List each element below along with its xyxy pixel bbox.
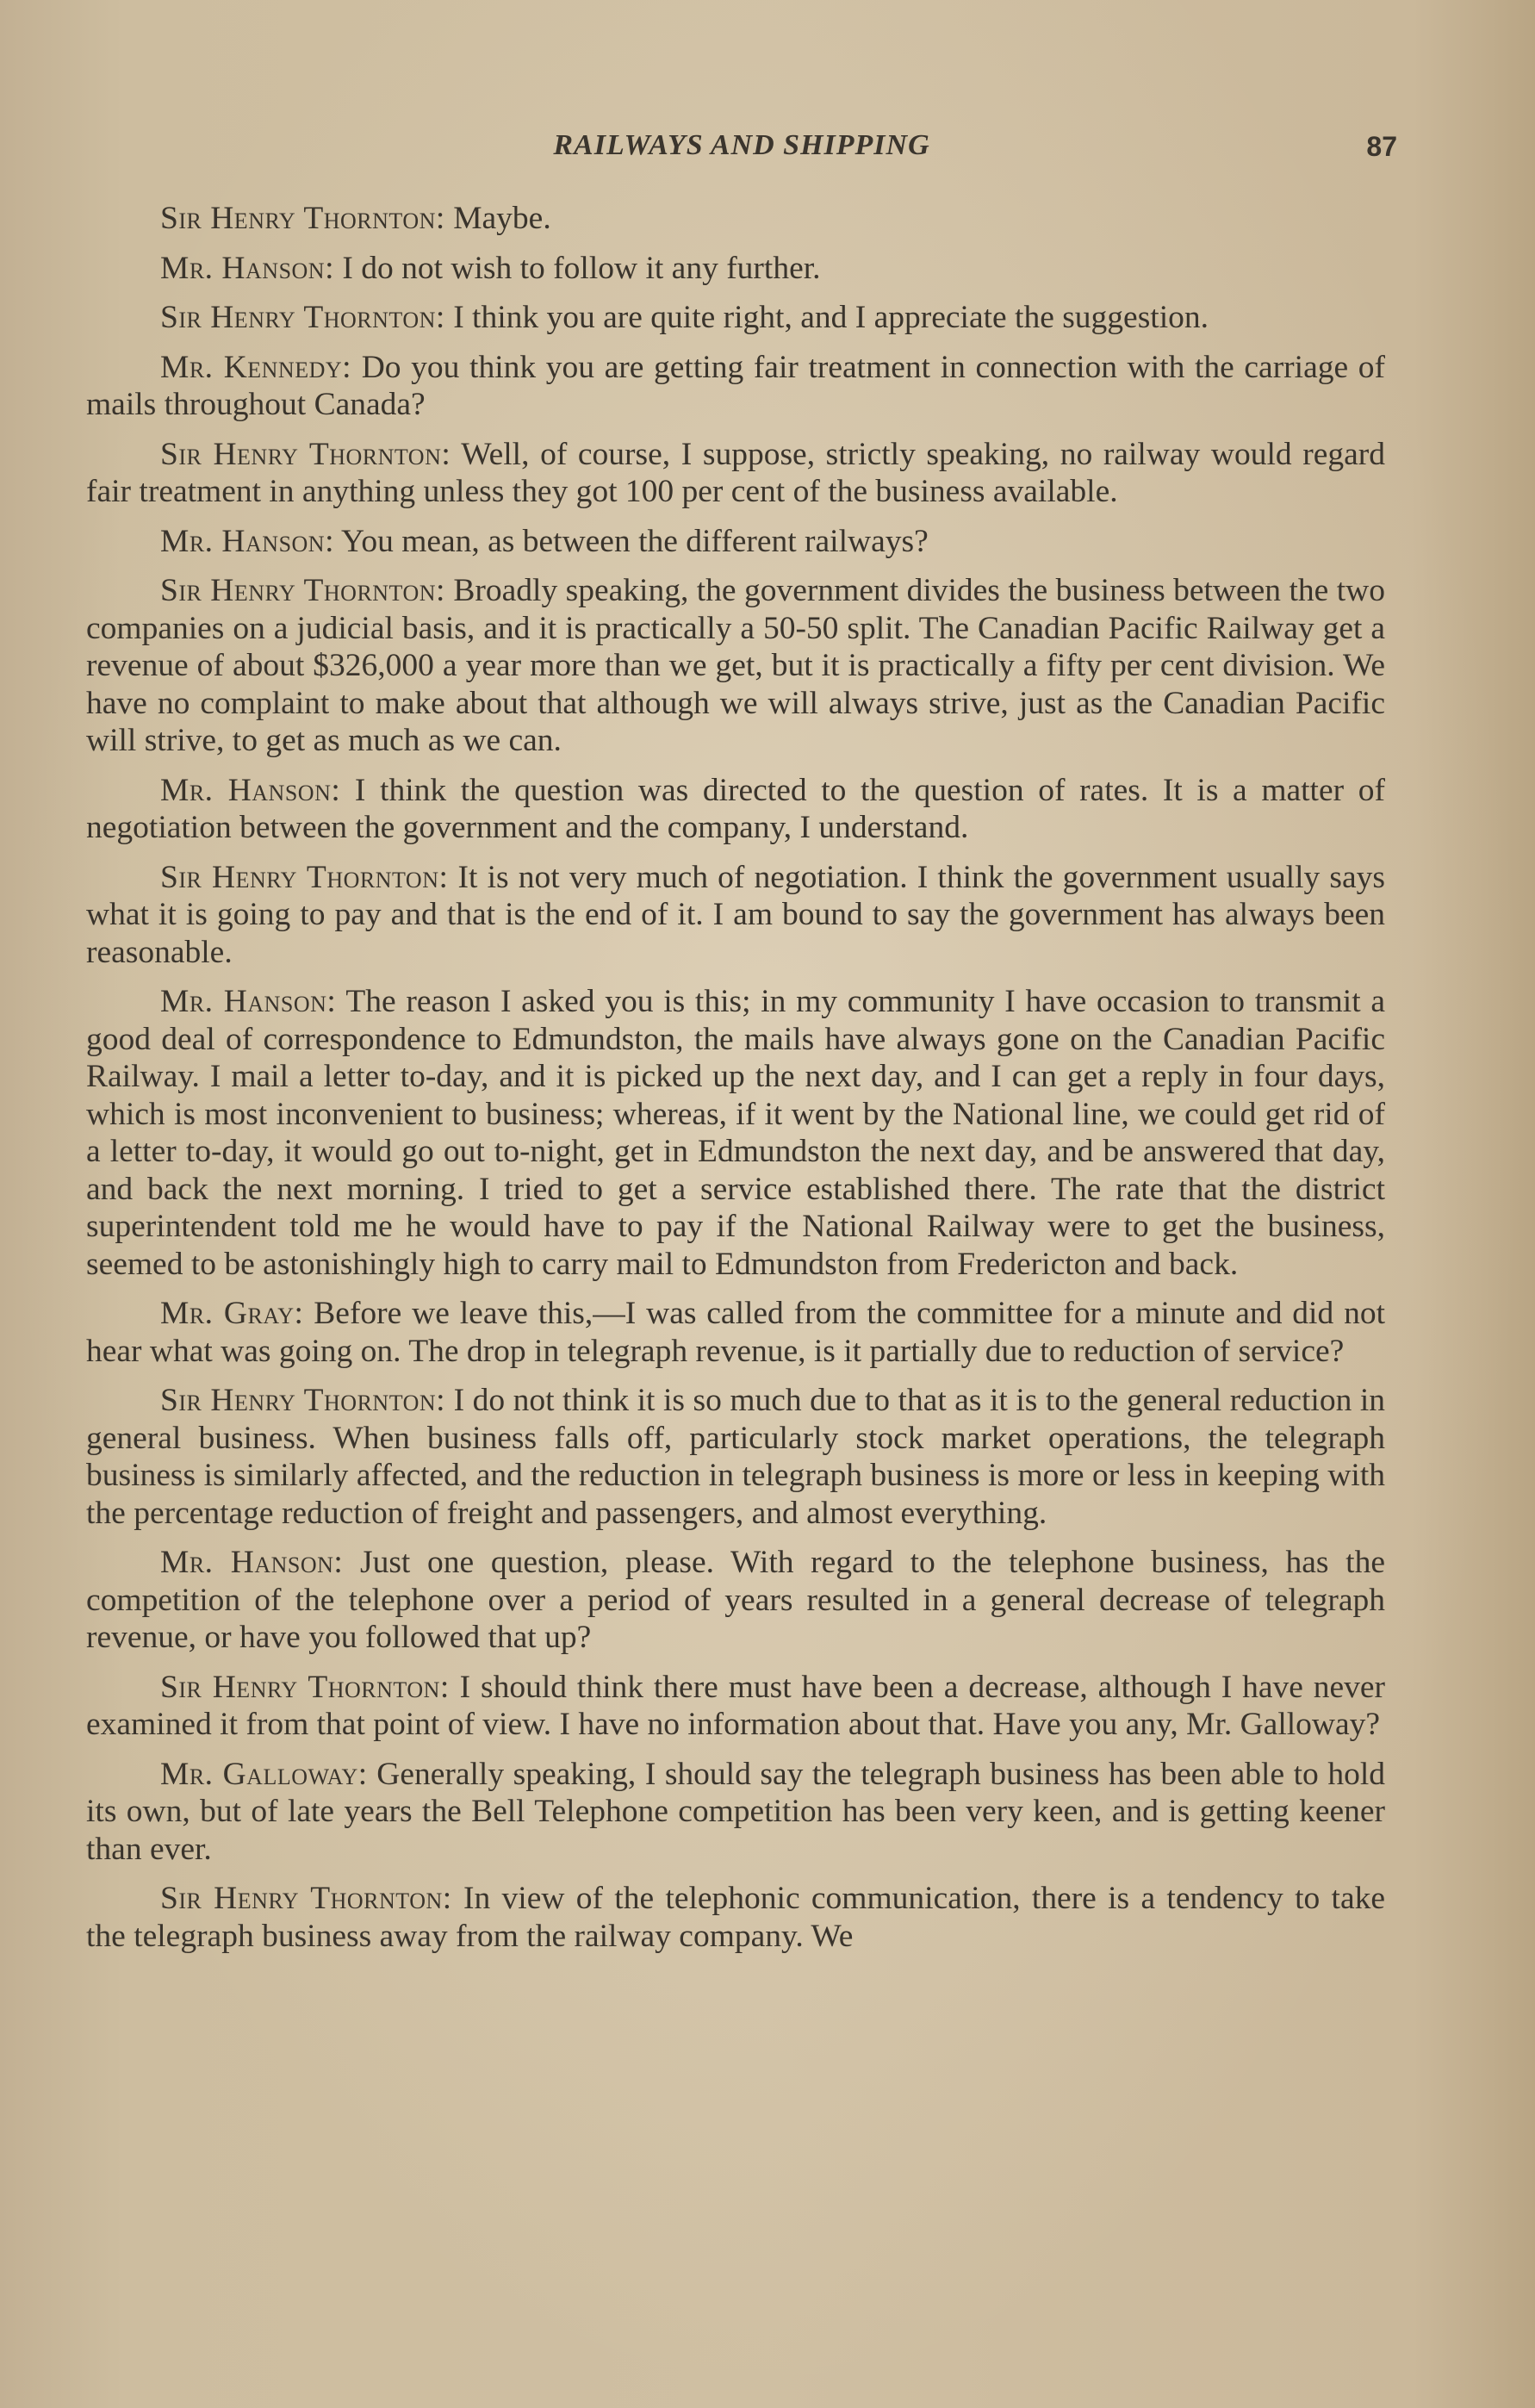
running-title: RAILWAYS AND SHIPPING bbox=[553, 129, 930, 161]
speaker-name: Sir Henry Thornton: bbox=[160, 1383, 446, 1418]
paragraph-5 bbox=[86, 436, 1385, 511]
paragraph-text: In view of the telephonic communication, there is a tendency to take the telegraph business away from the railway company. We bbox=[86, 1881, 1385, 1954]
paragraph-text: Well, of course, I suppose, strictly speaking, no railway would regard fair treatment in anything unless they got 100 per cent of the business available. bbox=[86, 436, 1385, 509]
page-number: 87 bbox=[1366, 131, 1397, 162]
speaker-name: Mr. Hanson: bbox=[160, 772, 341, 808]
speaker-name: Sir Henry Thornton: bbox=[160, 573, 445, 608]
paragraph-6 bbox=[86, 523, 1385, 561]
page-header bbox=[86, 129, 1397, 177]
paragraph-text: It is not very much of negotiation. I think the government usually says what it is going to pay and that is the end of it. I am bound to say the government has always been reasonable. bbox=[86, 859, 1385, 970]
paragraph-text: Before we leave this,—I was called from the committee for a minute and did not hear what was going on. The drop in telegraph revenue, is it partially due to reduction of service? bbox=[86, 1296, 1385, 1369]
paragraph-9 bbox=[86, 859, 1385, 972]
paragraph-text: I do not wish to follow it any further. bbox=[334, 250, 821, 286]
speaker-name: Mr. Hanson: bbox=[160, 1545, 344, 1580]
speaker-name: Mr. Hanson: bbox=[160, 984, 337, 1019]
speaker-name: Mr. Gray: bbox=[160, 1296, 304, 1331]
paragraph-text: The reason I asked you is this; in my community I have occasion to transmit a good deal of correspondence to Edmundston, the mails have always gone on the Canadian Pacific Railway. I mail a letter to-day, and it is picked up the next day, and I can get a reply in four days, which is most inconvenient to business; whereas, if it went by the National line, we could get rid of a letter to-day, it would go out to-night, get in Edmundston the next day, and be answered that day, and back the next morning. I tried to get a service established there. The rate that the district superintendent told me he would have to pay if the National Railway were to get the business, seemed to be astonishingly high to carry mail to Edmundston from Fredericton and back. bbox=[86, 984, 1385, 1282]
paragraph-13 bbox=[86, 1544, 1385, 1657]
paragraph-10 bbox=[86, 983, 1385, 1283]
speaker-name: Sir Henry Thornton: bbox=[160, 436, 451, 472]
paragraph-16 bbox=[86, 1880, 1385, 1955]
paragraph-text: I do not think it is so much due to that as it is to the general reduction in general business. When business falls off, particularly stock market operations, the telegraph business is similarly affected, and the reduction in telegraph business is more or less in keeping with the percentage reduction of freight and passengers, and almost everything. bbox=[86, 1383, 1385, 1531]
paragraph-text: Just one question, please. With regard to the telephone business, has the competition of the telephone over a period of years resulted in a general decrease of telegraph revenue, or have you followed that up? bbox=[86, 1545, 1385, 1655]
paragraph-text: I think the question was directed to the question of rates. It is a matter of negotiation between the government and the company, I understand. bbox=[86, 772, 1385, 845]
paragraph-15 bbox=[86, 1756, 1385, 1869]
paragraph-text: Generally speaking, I should say the telegraph business has been able to hold its own, but of late years the Bell Telephone competition has been very keen, and is getting keener than ever. bbox=[86, 1756, 1385, 1867]
paragraph-text: I think you are quite right, and I appreciate the suggestion. bbox=[444, 300, 1209, 335]
speaker-name: Sir Henry Thornton: bbox=[160, 1881, 452, 1916]
speaker-name: Sir Henry Thornton: bbox=[160, 859, 449, 895]
body-text bbox=[86, 200, 1385, 1967]
speaker-name: Mr. Kennedy: bbox=[160, 349, 352, 385]
paragraph-14 bbox=[86, 1669, 1385, 1744]
speaker-name: Mr. Hanson: bbox=[160, 523, 335, 559]
speaker-name: Sir Henry Thornton: bbox=[160, 300, 445, 335]
paragraph-3 bbox=[86, 299, 1385, 337]
paragraph-1 bbox=[86, 200, 1385, 238]
speaker-name: Sir Henry Thornton: bbox=[160, 1669, 450, 1705]
paragraph-text: You mean, as between the different railways? bbox=[334, 523, 929, 559]
paragraph-2 bbox=[86, 250, 1385, 288]
paragraph-text: Maybe. bbox=[444, 201, 551, 236]
speaker-name: Mr. Hanson: bbox=[160, 250, 335, 286]
paragraph-11 bbox=[86, 1295, 1385, 1370]
paragraph-7 bbox=[86, 572, 1385, 760]
paragraph-text: Broadly speaking, the government divides the business between the two companies on a judicial basis, and it is practically a 50-50 split. The Canadian Pacific Railway get a revenue of about $326,000 a year more than we get, but it is practically a fifty per cent division. We have no complaint to make about that although we will always strive, just as the Canadian Pacific will strive, to get as much as we can. bbox=[86, 573, 1385, 758]
paragraph-8 bbox=[86, 772, 1385, 847]
paragraph-12 bbox=[86, 1382, 1385, 1532]
paragraph-text: Do you think you are getting fair treatment in connection with the carriage of mails throughout Canada? bbox=[86, 349, 1385, 422]
paragraph-text: I should think there must have been a decrease, although I have never examined it from that point of view. I have no information about that. Have you any, Mr. Galloway? bbox=[86, 1669, 1386, 1742]
speaker-name: Mr. Galloway: bbox=[160, 1756, 368, 1792]
paragraph-4 bbox=[86, 349, 1385, 424]
speaker-name: Sir Henry Thornton: bbox=[160, 201, 445, 236]
